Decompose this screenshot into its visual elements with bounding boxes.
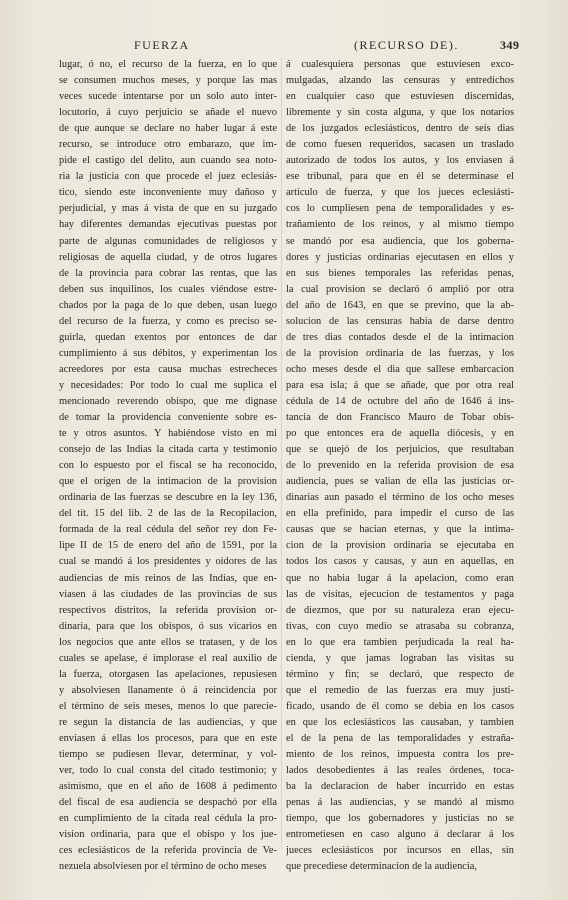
text-line: el de la pena de las temporalidades y estraña- [286, 732, 514, 744]
text-line: el término de seis meses, menos lo que parecie- [59, 700, 277, 712]
text-line: para esa isla; á que se añade, que por otra real [286, 379, 514, 391]
text-line: guirla, quedan exentos por entonces de dar [59, 331, 277, 343]
running-header [0, 38, 568, 54]
text-line: veces sucede intentarse por un solo auto inter- [59, 91, 277, 103]
text-line: po que entonces era de aquella diócesis, y en [286, 428, 514, 440]
text-line: cienda, y que jamas lograban las visitas su [286, 652, 514, 664]
text-line: de como fuesen requeridos, sacasen un traslado [286, 139, 514, 151]
text-line: de la provincia para cobrar las rentas, que las [59, 267, 277, 279]
text-line: de que aunque se declare no haber lugar á este [59, 123, 277, 135]
text-line: todos los casos y causas, y aun en aquellas, en [286, 556, 514, 568]
text-line: consejo de las Indias la citada carta y testimonio [59, 444, 277, 456]
text-line: en lo que era tambien perjudicada la real ha- [286, 636, 514, 648]
text-line: tico, siendo este inconveniente muy dañoso y [59, 187, 277, 199]
text-line: solucion de las censuras habia de darse dentro [286, 315, 514, 327]
text-line: que se quejó de los perjuicios, que resultaban [286, 444, 514, 456]
text-line: ba la declaracion de haber incurrido en estas [286, 781, 514, 793]
text-line: ces eclesiásticos de la referida provincia de Ve- [59, 845, 277, 857]
text-line: lipe II de 15 de enero del año de 1591, por la [59, 540, 277, 552]
text-line: entrometiesen en caso alguno á declarar á los [286, 829, 514, 841]
text-line: vision ordinaria, para que el obispo y los jue- [59, 829, 277, 841]
text-line: causas que se hacian eternas, y que la intima- [286, 524, 514, 536]
text-line: tiempo se pudiesen llevar, determinar, y vol- [59, 749, 277, 761]
text-line: chados por la paga de lo que deben, usan luego [59, 299, 277, 311]
text-line: trañamiento de los reinos, y al mismo tiempo [286, 219, 514, 231]
text-line: artículo de fuerza, y que los jueces eclesiásti- [286, 187, 514, 199]
text-line: cuales se apelase, é implorase el real auxilio de [59, 652, 277, 664]
text-line: lugar, ó no, el recurso de la fuerza, en lo que [59, 59, 277, 70]
text-line: á cualesquiera personas que estuviesen exco- [286, 59, 514, 70]
text-line: cumplimiento á sus débitos, y experimentan los [59, 347, 277, 359]
header-left-title: FUERZA [134, 38, 190, 52]
text-line: término y fin; se declaró, que respecto de [286, 668, 514, 680]
text-line: viasen á las ciudades de las provincias de sus [59, 588, 277, 600]
text-line: en sus bienes temporales las referidas penas, [286, 267, 514, 279]
text-line: parte de algunas comunidades de religiosos y [59, 235, 277, 247]
text-line: de lo prevenido en la referida provision de esa [286, 460, 514, 472]
text-line: recurso, se introduce otro embarazo, que im- [59, 139, 277, 151]
text-line: ordinaria de las fuerzas se descubre en la ley 136, [59, 492, 277, 504]
text-line: que el orígen de la intimacion de la provision [59, 476, 277, 488]
text-line: se consumen muchos meses, y porque las mas [59, 75, 277, 87]
text-line: cos lo cumpliesen pena de temporalidades y es- [286, 203, 514, 215]
text-line: de tomar la providencia conveniente sobre es- [59, 412, 277, 424]
right-column [286, 57, 514, 875]
text-line: dinarias aun pasado el término de los ocho meses [286, 492, 514, 504]
text-line: religiosas de aquella ciudad, y de otros lugares [59, 251, 277, 263]
text-line: las de visitas, ejecucion de testamentos y paga [286, 588, 514, 600]
text-line: deben sus inquilinos, los cuales viéndose estre- [59, 283, 277, 295]
text-line: jueces eclesiásticos por incursos en ellas, sin [286, 845, 514, 857]
text-line: cual se mandó á los presidentes y oidores de las [59, 556, 277, 568]
text-line: mencionado reverendo obispo, que me dignase [59, 395, 277, 407]
left-column [59, 57, 277, 875]
text-line: locutorio, á cuyo perjuicio se añade el nuevo [59, 107, 277, 119]
text-line: miento de los reinos, impuesta contra los pre- [286, 749, 514, 761]
text-line: hay diferentes demandas ejecutivas puestas por [59, 219, 277, 231]
text-line: cion de la provision ordinaria se ejecutaba en [286, 540, 514, 552]
text-line: perjudicial, y mas á vista de que en su juzgado [59, 203, 277, 215]
text-line: con lo espuesto por el fiscal se ha reconocido, [59, 460, 277, 472]
text-line: penas á las audiencias, y se mandó al mismo [286, 797, 514, 809]
text-line: ficado, usando de él como se debia en los casos [286, 700, 514, 712]
text-line: nezuela absolviesen por el término de ocho meses [59, 861, 267, 873]
text-line: en que los eclesiásticos las causaban, y tambien [286, 716, 514, 728]
text-line: que precediese determinacion de la audiencia, [286, 861, 477, 873]
text-line: libremente y sin costa alguna, y que los notarios [286, 107, 514, 119]
text-line: tiempo, que los gobernadores y justicias no se [286, 813, 514, 825]
text-line: y necesidades: Por todo lo cual me suplica el [59, 379, 277, 391]
text-line: de tres dias contados desde el de la intimacion [286, 331, 514, 343]
text-line: la cual provision se declaró ó amplió por otra [286, 283, 514, 295]
text-line: formada de la real cédula del señor rey don Fe- [59, 524, 277, 536]
text-line: que el remedio de las fuerzas era muy justi- [286, 684, 514, 696]
text-line: del fiscal de esa audiencia se despachó por ella [59, 797, 277, 809]
text-line: mulgadas, alzando las censuras y entredichos [286, 75, 514, 87]
text-line: en ella prefinido, para impedir el curso de las [286, 508, 514, 520]
text-line: audiencia, pues se valian de ella las justicias or- [286, 476, 514, 488]
page-number: 349 [500, 38, 520, 52]
text-line: que no habia lugar á la apelacion, como eran [286, 572, 514, 584]
text-line: cédula de 14 de octubre del año de 1646 á ins- [286, 395, 514, 407]
text-line: del año de 1643, en que se previno, que la ab- [286, 299, 514, 311]
column-divider [281, 58, 282, 848]
text-line: y absolviesen llanamente ó á reincidencia por [59, 684, 277, 696]
text-line: se mandó por esa audiencia, que los goberna- [286, 235, 514, 247]
text-line: del recurso de la fuerza, y como es preciso se- [59, 315, 277, 327]
text-line: dinaria, para que los obispos, ó sus vicarios en [59, 620, 277, 632]
text-line: en cumplimiento de la citada real cédula la pro- [59, 813, 277, 825]
text-line: en cualquier caso que estuviesen discernidas, [286, 91, 514, 103]
text-line: ocho meses desde el dia que sallese embarcacion [286, 363, 514, 375]
text-line: respectivos distritos, la referida provision or- [59, 604, 277, 616]
text-line: ver, todo lo cual consta del citado testimonio; y [59, 765, 277, 777]
text-line: ese tribunal, para que en él se determinase el [286, 171, 514, 183]
text-line: lados desobedientes á las reales órdenes, toca- [286, 765, 514, 777]
text-line: de los juzgados eclesiásticos, dentro de seis dias [286, 123, 514, 135]
text-line: dores y justicias ordinarias ejecutasen en ellos y [286, 251, 514, 263]
text-line: audiencias de mis reinos de las Indias, que en- [59, 572, 277, 584]
text-line: tivas, con cuyo medio se atrasaba su cobranza, [286, 620, 514, 632]
text-line: re segun la distancia de las audiencias, y que [59, 716, 277, 728]
text-line: autorizado de todos los autos, y los enviasen á [286, 155, 514, 167]
text-line: los negocios que ante ellos se tratasen, y de los [59, 636, 277, 648]
text-line: ria la justicia con que procede el juez eclesiás- [59, 171, 277, 183]
text-line: del tít. 15 del lib. 2 de las de la Recopilacion, [59, 508, 277, 520]
header-right-title: (RECURSO DE). [354, 38, 459, 52]
text-line: asimismo, que en el año de 1608 á pedimento [59, 781, 277, 793]
text-line: enviasen á ellas los procesos, para que en este [59, 732, 277, 744]
text-line: la fuerza, otorgasen las apelaciones, repusiesen [59, 668, 277, 680]
text-line: de diezmos, que por su naturaleza eran ejecu- [286, 604, 514, 616]
text-line: acreedores por esta causa muchas estrecheces [59, 363, 277, 375]
text-line: pide el castigo del delito, aun cuando sea noto- [59, 155, 277, 167]
text-line: de la provision ordinaria de las fuerzas, y los [286, 347, 514, 359]
text-line: te y otros asuntos. Y habiéndose visto en mi [59, 428, 277, 440]
text-line: tancia de don Francisco Mauro de Tobar obis- [286, 412, 514, 424]
